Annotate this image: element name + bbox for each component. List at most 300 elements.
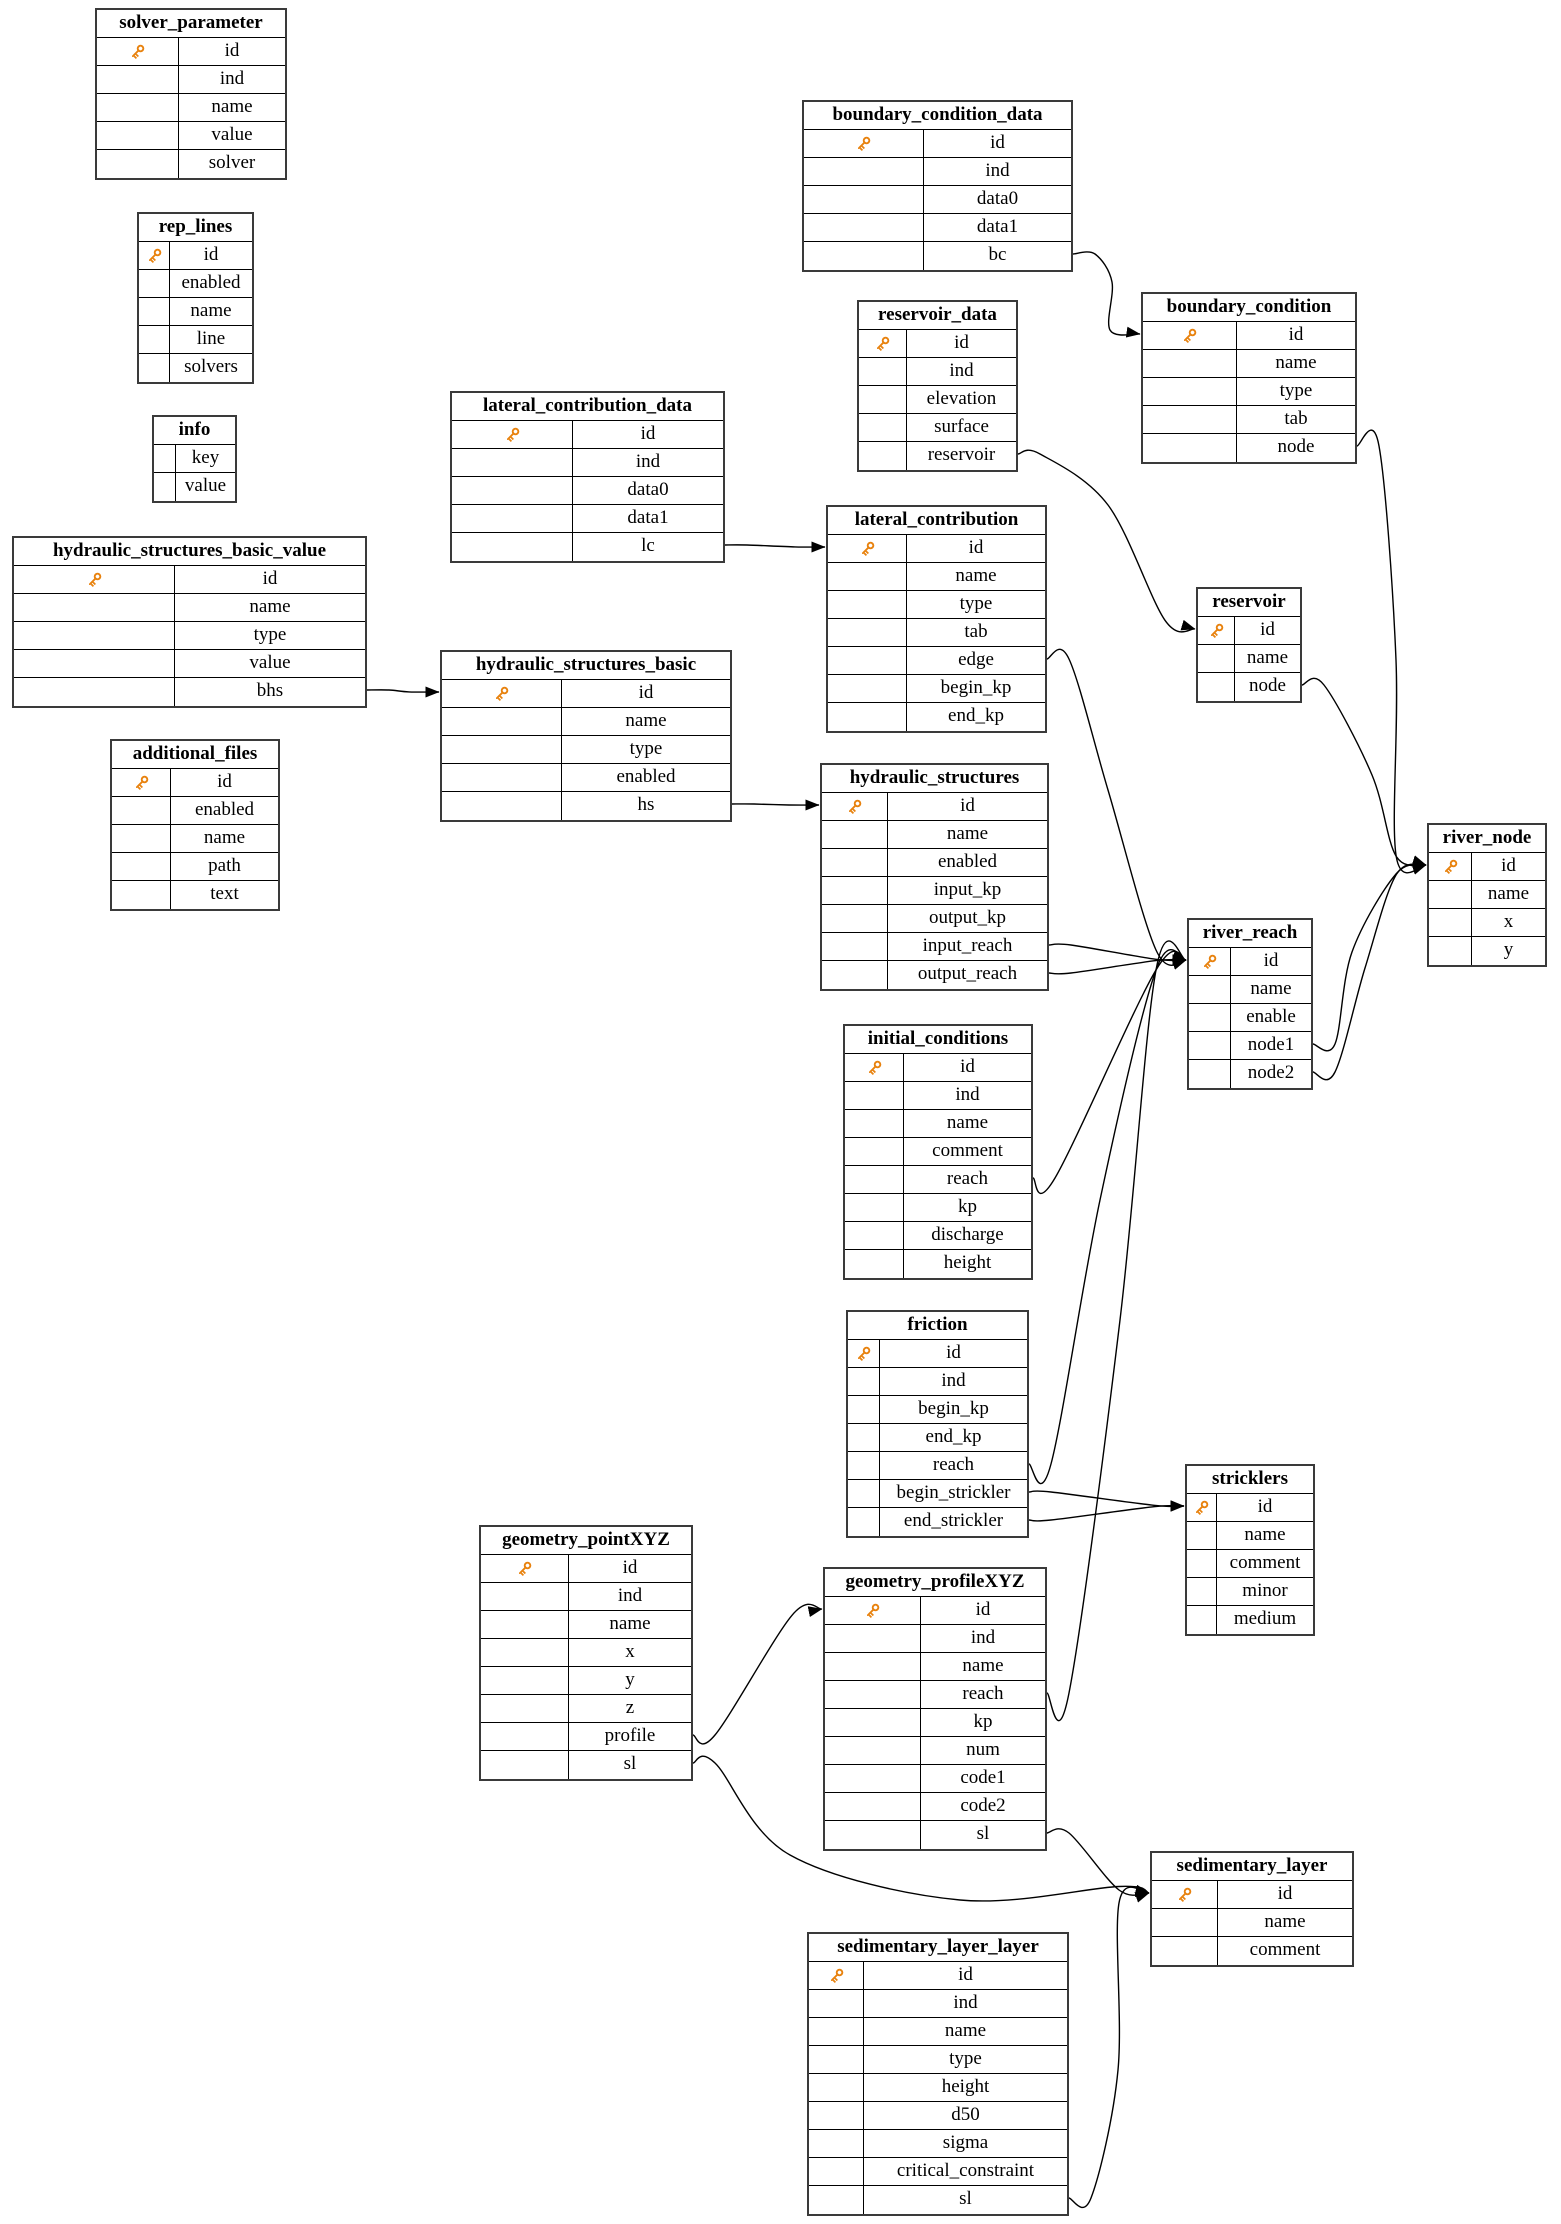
empty-key-cell: [859, 414, 907, 441]
empty-key-cell: [442, 764, 562, 791]
field-row-boundary_condition-node: [1143, 434, 1355, 462]
table-title-solver_parameter: solver_parameter: [97, 10, 285, 38]
relation-friction-reach-to-river_reach: [1029, 950, 1186, 1484]
field-row-rep_lines-id: [139, 242, 252, 270]
field-row-reservoir-id: [1198, 617, 1300, 645]
field-label: ind: [949, 360, 974, 381]
empty-key-cell: [804, 186, 924, 213]
empty-key-cell: [1143, 406, 1237, 433]
table-boundary_condition_data: [802, 100, 1073, 272]
field-label: num: [966, 1739, 1000, 1760]
empty-key-cell: [825, 1793, 921, 1820]
field-label: minor: [1242, 1580, 1288, 1601]
empty-key-cell: [828, 675, 907, 702]
field-row-hydraulic_structures_basic-type: [442, 736, 730, 764]
field-label: height: [943, 1252, 992, 1273]
field-label: id: [960, 1056, 975, 1077]
field-label: id: [638, 682, 654, 703]
relation-lateral_contribution-edge-to-river_reach: [1047, 649, 1186, 965]
field-row-stricklers-minor: [1187, 1578, 1313, 1606]
field-label: text: [210, 883, 239, 904]
field-label: node: [1249, 675, 1286, 696]
primary-key-icon: [858, 539, 877, 558]
field-label: surface: [934, 416, 989, 437]
field-row-boundary_condition-id: [1143, 322, 1355, 350]
table-hydraulic_structures_basic: [440, 650, 732, 822]
field-label: name: [955, 565, 997, 586]
empty-key-cell: [828, 703, 907, 731]
empty-key-cell: [1187, 1578, 1217, 1605]
empty-key-cell: [112, 881, 171, 909]
empty-key-cell: [481, 1583, 569, 1610]
field-row-boundary_condition_data-data1: [804, 214, 1071, 242]
field-row-reservoir_data-reservoir: [859, 442, 1016, 470]
empty-key-cell: [825, 1653, 921, 1680]
field-label: name: [1250, 978, 1292, 999]
relation-friction-begin_strickler-to-stricklers: [1029, 1491, 1184, 1506]
primary-key-icon: [132, 773, 151, 792]
primary-key-icon: [145, 246, 164, 265]
field-row-lateral_contribution-edge: [828, 647, 1045, 675]
field-label: ind: [953, 1992, 978, 2013]
table-title-hydraulic_structures: hydraulic_structures: [822, 765, 1047, 793]
field-row-rep_lines-enabled: [139, 270, 252, 298]
empty-key-cell: [442, 708, 562, 735]
field-label: name: [1487, 883, 1530, 904]
empty-key-cell: [1189, 1004, 1231, 1031]
field-row-geometry_profileXYZ-id: [825, 1597, 1045, 1625]
empty-key-cell: [112, 853, 171, 880]
field-row-initial_conditions-ind: [845, 1082, 1031, 1110]
field-row-rep_lines-line: [139, 326, 252, 354]
table-lateral_contribution: [826, 505, 1047, 733]
field-row-lateral_contribution-tab: [828, 619, 1045, 647]
field-row-additional_files-enabled: [112, 797, 278, 825]
field-row-friction-end_kp: [848, 1424, 1027, 1452]
primary-key-cell: [481, 1555, 569, 1582]
primary-key-icon: [128, 42, 147, 61]
field-row-hydraulic_structures_basic-id: [442, 680, 730, 708]
primary-key-icon: [85, 570, 104, 589]
table-title-sedimentary_layer_layer: sedimentary_layer_layer: [809, 1934, 1067, 1962]
field-row-geometry_pointXYZ-profile: [481, 1723, 691, 1751]
empty-key-cell: [825, 1709, 921, 1736]
field-row-additional_files-id: [112, 769, 278, 797]
field-row-boundary_condition-name: [1143, 350, 1355, 378]
table-geometry_profileXYZ: [823, 1567, 1047, 1851]
field-row-reservoir_data-id: [859, 330, 1016, 358]
field-label: ind: [941, 1370, 966, 1391]
field-row-additional_files-text: [112, 881, 278, 909]
empty-key-cell: [481, 1639, 569, 1666]
empty-key-cell: [845, 1082, 904, 1109]
relation-geometry_pointXYZ-profile-to-geometry_profileXYZ: [693, 1604, 822, 1744]
field-row-sedimentary_layer_layer-height: [809, 2074, 1067, 2102]
table-sedimentary_layer_layer: [807, 1932, 1069, 2216]
empty-key-cell: [139, 326, 170, 353]
field-label: ind: [617, 1585, 643, 1606]
table-reservoir_data: [857, 300, 1018, 472]
field-label: end_kp: [925, 1426, 982, 1447]
field-row-lateral_contribution_data-id: [452, 421, 723, 449]
field-label: enabled: [181, 272, 241, 293]
field-label: comment: [1229, 1552, 1301, 1573]
table-river_reach: [1187, 918, 1313, 1090]
field-label: ind: [970, 1627, 996, 1648]
field-label: ind: [635, 451, 661, 472]
field-row-lateral_contribution_data-data1: [452, 505, 723, 533]
field-row-boundary_condition_data-data0: [804, 186, 1071, 214]
empty-key-cell: [1429, 909, 1472, 936]
empty-key-cell: [845, 1222, 904, 1249]
table-title-boundary_condition_data: boundary_condition_data: [804, 102, 1071, 130]
field-label: name: [249, 596, 291, 617]
field-label: name: [609, 1613, 651, 1634]
field-row-sedimentary_layer_layer-sl: [809, 2186, 1067, 2214]
field-label: data1: [627, 507, 669, 528]
primary-key-icon: [1207, 621, 1226, 640]
field-label: code1: [960, 1767, 1006, 1788]
primary-key-icon: [515, 1559, 534, 1578]
empty-key-cell: [809, 2130, 864, 2157]
field-label: lc: [641, 535, 655, 556]
field-label: medium: [1233, 1608, 1297, 1629]
field-row-sedimentary_layer_layer-type: [809, 2046, 1067, 2074]
field-row-stricklers-id: [1187, 1494, 1313, 1522]
table-reservoir: [1196, 587, 1302, 703]
field-label: type: [1279, 380, 1313, 401]
empty-key-cell: [1189, 1032, 1231, 1059]
field-row-river_reach-node1: [1189, 1032, 1311, 1060]
empty-key-cell: [481, 1751, 569, 1779]
field-row-initial_conditions-name: [845, 1110, 1031, 1138]
empty-key-cell: [848, 1508, 880, 1536]
relation-geometry_profileXYZ-reach-to-river_reach: [1047, 941, 1186, 1721]
field-row-sedimentary_layer_layer-sigma: [809, 2130, 1067, 2158]
field-label: reach: [932, 1454, 975, 1475]
field-row-hydraulic_structures_basic-hs: [442, 792, 730, 820]
empty-key-cell: [481, 1723, 569, 1750]
empty-key-cell: [1143, 378, 1237, 405]
field-label: type: [629, 738, 663, 759]
field-row-lateral_contribution-name: [828, 563, 1045, 591]
field-label: id: [1277, 1883, 1293, 1904]
relation-hydraulic_structures-output_reach-to-river_reach: [1049, 960, 1186, 974]
empty-key-cell: [452, 477, 573, 504]
empty-key-cell: [822, 877, 888, 904]
field-row-hydraulic_structures-input_reach: [822, 933, 1047, 961]
field-row-geometry_pointXYZ-z: [481, 1695, 691, 1723]
field-row-sedimentary_layer_layer-id: [809, 1962, 1067, 1990]
empty-key-cell: [1143, 350, 1237, 377]
empty-key-cell: [112, 825, 171, 852]
primary-key-cell: [139, 242, 170, 269]
field-label: key: [191, 447, 220, 468]
field-label: type: [959, 593, 993, 614]
field-row-friction-begin_strickler: [848, 1480, 1027, 1508]
primary-key-icon: [1200, 952, 1219, 971]
table-title-reservoir_data: reservoir_data: [859, 302, 1016, 330]
field-label: critical_constraint: [896, 2160, 1035, 2181]
field-label: path: [208, 855, 241, 876]
field-label: enabled: [616, 766, 676, 787]
field-row-geometry_pointXYZ-name: [481, 1611, 691, 1639]
field-row-rep_lines-solvers: [139, 354, 252, 382]
field-label: y: [1503, 939, 1514, 960]
empty-key-cell: [481, 1695, 569, 1722]
field-row-hydraulic_structures_basic-name: [442, 708, 730, 736]
field-row-lateral_contribution-end_kp: [828, 703, 1045, 731]
field-label: kp: [958, 1196, 977, 1217]
field-label: node1: [1247, 1034, 1295, 1055]
field-label: discharge: [931, 1224, 1004, 1245]
field-row-reservoir-node: [1198, 673, 1300, 701]
field-row-sedimentary_layer_layer-name: [809, 2018, 1067, 2046]
empty-key-cell: [848, 1452, 880, 1479]
empty-key-cell: [139, 298, 170, 325]
empty-key-cell: [452, 505, 573, 532]
field-label: end_kp: [948, 705, 1004, 726]
empty-key-cell: [822, 849, 888, 876]
field-row-solver_parameter-value: [97, 122, 285, 150]
field-row-geometry_pointXYZ-y: [481, 1667, 691, 1695]
field-label: id: [262, 568, 278, 589]
field-label: id: [217, 771, 232, 792]
primary-key-cell: [1198, 617, 1235, 644]
empty-key-cell: [828, 591, 907, 618]
primary-key-icon: [873, 334, 892, 353]
field-label: name: [946, 823, 989, 844]
table-rep_lines: [137, 212, 254, 384]
primary-key-cell: [452, 421, 573, 448]
field-label: id: [954, 332, 969, 353]
field-label: name: [211, 96, 253, 117]
primary-key-icon: [863, 1601, 882, 1620]
field-label: id: [1288, 324, 1304, 345]
field-label: id: [622, 1557, 638, 1578]
relation-boundary_condition_data-bc-to-boundary_condition: [1073, 252, 1140, 335]
empty-key-cell: [825, 1765, 921, 1792]
relation-initial_conditions-reach-to-river_reach: [1033, 951, 1186, 1193]
primary-key-cell: [1187, 1494, 1217, 1521]
field-label: data0: [627, 479, 669, 500]
table-title-river_reach: river_reach: [1189, 920, 1311, 948]
field-row-initial_conditions-discharge: [845, 1222, 1031, 1250]
primary-key-cell: [1189, 948, 1231, 975]
field-label: d50: [951, 2104, 980, 2125]
empty-key-cell: [14, 594, 175, 621]
field-row-river_reach-enable: [1189, 1004, 1311, 1032]
empty-key-cell: [1152, 1937, 1218, 1965]
empty-key-cell: [825, 1681, 921, 1708]
field-label: id: [1260, 619, 1275, 640]
field-row-initial_conditions-kp: [845, 1194, 1031, 1222]
relation-geometry_profileXYZ-sl-to-sedimentary_layer: [1047, 1829, 1149, 1895]
empty-key-cell: [1187, 1550, 1217, 1577]
empty-key-cell: [1198, 645, 1235, 672]
field-row-initial_conditions-id: [845, 1054, 1031, 1082]
field-row-sedimentary_layer-name: [1152, 1909, 1352, 1937]
field-row-sedimentary_layer-comment: [1152, 1937, 1352, 1965]
empty-key-cell: [1429, 937, 1472, 965]
field-label: name: [962, 1655, 1004, 1676]
field-label: id: [1501, 855, 1516, 876]
empty-key-cell: [809, 2018, 864, 2045]
field-row-reservoir_data-ind: [859, 358, 1016, 386]
empty-key-cell: [822, 933, 888, 960]
field-label: bc: [988, 244, 1007, 265]
field-label: data0: [976, 188, 1019, 209]
field-label: solvers: [184, 356, 238, 377]
table-title-boundary_condition: boundary_condition: [1143, 294, 1355, 322]
field-row-boundary_condition_data-bc: [804, 242, 1071, 270]
table-title-friction: friction: [848, 1312, 1027, 1340]
field-row-geometry_pointXYZ-x: [481, 1639, 691, 1667]
relation-river_reach-node2-to-river_node: [1313, 864, 1426, 1080]
field-label: height: [941, 2076, 990, 2097]
field-row-lateral_contribution_data-data0: [452, 477, 723, 505]
empty-key-cell: [828, 647, 907, 674]
empty-key-cell: [14, 622, 175, 649]
field-row-initial_conditions-height: [845, 1250, 1031, 1278]
field-row-sedimentary_layer_layer-d50: [809, 2102, 1067, 2130]
empty-key-cell: [859, 386, 907, 413]
empty-key-cell: [828, 619, 907, 646]
empty-key-cell: [825, 1625, 921, 1652]
primary-key-cell: [14, 566, 175, 593]
table-title-hydraulic_structures_basic: hydraulic_structures_basic: [442, 652, 730, 680]
empty-key-cell: [848, 1424, 880, 1451]
empty-key-cell: [809, 1990, 864, 2017]
table-title-sedimentary_layer: sedimentary_layer: [1152, 1853, 1352, 1881]
empty-key-cell: [1189, 976, 1231, 1003]
field-row-reservoir-name: [1198, 645, 1300, 673]
field-label: tab: [964, 621, 988, 642]
field-label: name: [946, 1112, 989, 1133]
field-row-geometry_pointXYZ-sl: [481, 1751, 691, 1779]
field-row-lateral_contribution_data-lc: [452, 533, 723, 561]
relation-river_reach-node1-to-river_node: [1313, 865, 1426, 1051]
empty-key-cell: [97, 66, 179, 93]
field-row-hydraulic_structures_basic_value-bhs: [14, 678, 365, 706]
table-friction: [846, 1310, 1029, 1538]
field-row-info-value: [154, 473, 235, 501]
empty-key-cell: [1189, 1060, 1231, 1088]
field-label: name: [1275, 352, 1317, 373]
field-label: name: [1264, 1911, 1306, 1932]
empty-key-cell: [809, 2102, 864, 2129]
primary-key-icon: [1175, 1885, 1194, 1904]
empty-key-cell: [1187, 1522, 1217, 1549]
field-row-solver_parameter-solver: [97, 150, 285, 178]
primary-key-cell: [442, 680, 562, 707]
field-row-hydraulic_structures-input_kp: [822, 877, 1047, 905]
field-label: id: [1257, 1496, 1273, 1517]
field-row-solver_parameter-name: [97, 94, 285, 122]
relation-sedimentary_layer_layer-sl-to-sedimentary_layer: [1069, 1887, 1149, 2207]
empty-key-cell: [154, 473, 176, 501]
empty-key-cell: [1198, 673, 1235, 701]
field-label: comment: [1249, 1939, 1321, 1960]
field-row-boundary_condition-tab: [1143, 406, 1355, 434]
field-label: id: [958, 1964, 973, 1985]
primary-key-icon: [827, 1966, 846, 1985]
field-row-geometry_profileXYZ-code1: [825, 1765, 1045, 1793]
field-label: output_reach: [917, 963, 1018, 984]
field-row-hydraulic_structures_basic_value-value: [14, 650, 365, 678]
field-label: comment: [932, 1140, 1003, 1161]
table-additional_files: [110, 739, 280, 911]
table-sedimentary_layer: [1150, 1851, 1354, 1967]
empty-key-cell: [481, 1611, 569, 1638]
empty-key-cell: [452, 533, 573, 561]
field-label: value: [211, 124, 253, 145]
empty-key-cell: [112, 797, 171, 824]
table-lateral_contribution_data: [450, 391, 725, 563]
field-label: solver: [208, 152, 256, 173]
field-label: data1: [976, 216, 1019, 237]
primary-key-icon: [1180, 326, 1199, 345]
empty-key-cell: [845, 1110, 904, 1137]
table-title-initial_conditions: initial_conditions: [845, 1026, 1031, 1054]
field-row-lateral_contribution_data-ind: [452, 449, 723, 477]
empty-key-cell: [804, 214, 924, 241]
empty-key-cell: [825, 1821, 921, 1849]
empty-key-cell: [804, 242, 924, 270]
empty-key-cell: [442, 736, 562, 763]
field-label: value: [249, 652, 291, 673]
field-row-river_node-name: [1429, 881, 1545, 909]
primary-key-cell: [809, 1962, 864, 1989]
field-label: id: [1263, 950, 1279, 971]
field-row-hydraulic_structures_basic-enabled: [442, 764, 730, 792]
field-label: enable: [1246, 1006, 1296, 1027]
field-label: name: [190, 300, 232, 321]
table-initial_conditions: [843, 1024, 1033, 1280]
table-hydraulic_structures_basic_value: [12, 536, 367, 708]
empty-key-cell: [825, 1737, 921, 1764]
field-label: kp: [973, 1711, 993, 1732]
field-label: name: [1244, 1524, 1286, 1545]
empty-key-cell: [452, 449, 573, 476]
primary-key-icon: [865, 1058, 884, 1077]
field-row-friction-reach: [848, 1452, 1027, 1480]
primary-key-cell: [1429, 853, 1472, 880]
empty-key-cell: [845, 1250, 904, 1278]
field-label: id: [990, 132, 1005, 153]
table-title-hydraulic_structures_basic_value: hydraulic_structures_basic_value: [14, 538, 365, 566]
field-row-hydraulic_structures_basic_value-id: [14, 566, 365, 594]
empty-key-cell: [822, 961, 888, 989]
table-title-river_node: river_node: [1429, 825, 1545, 853]
empty-key-cell: [97, 150, 179, 178]
field-label: begin_kp: [940, 677, 1012, 698]
field-row-solver_parameter-id: [97, 38, 285, 66]
field-row-solver_parameter-ind: [97, 66, 285, 94]
field-label: reach: [946, 1168, 989, 1189]
field-label: enabled: [937, 851, 998, 872]
field-label: end_strickler: [903, 1510, 1004, 1531]
table-boundary_condition: [1141, 292, 1357, 464]
empty-key-cell: [848, 1368, 880, 1395]
field-label: input_reach: [922, 935, 1013, 956]
primary-key-icon: [845, 797, 864, 816]
field-row-boundary_condition-type: [1143, 378, 1355, 406]
empty-key-cell: [1187, 1606, 1217, 1634]
field-row-stricklers-comment: [1187, 1550, 1313, 1578]
field-label: node: [1277, 436, 1315, 457]
field-row-initial_conditions-reach: [845, 1166, 1031, 1194]
